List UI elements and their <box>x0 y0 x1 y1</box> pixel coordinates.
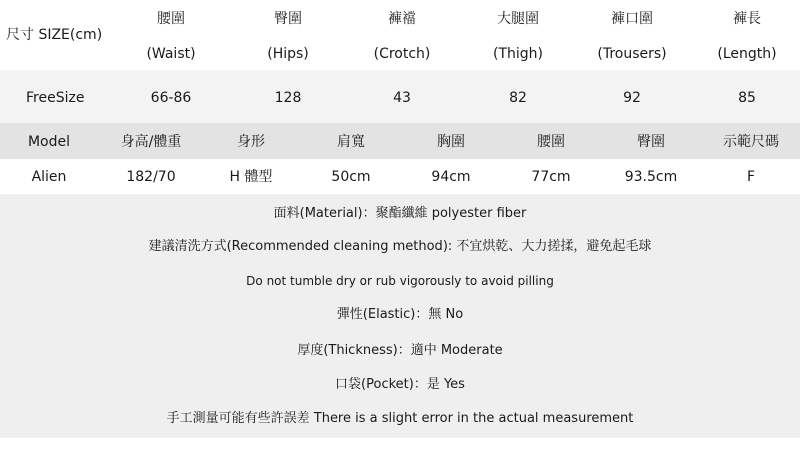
model-header-waist: 腰圍 <box>537 134 565 150</box>
model-header-height-weight: 身高/體重 <box>120 134 182 150</box>
model-value-shoulder: 50cm <box>331 169 371 185</box>
product-info-panel <box>0 194 800 438</box>
model-header-hips: 臀圍 <box>637 134 665 150</box>
bottom-whitespace <box>0 438 800 471</box>
size-value-crotch: 43 <box>393 90 411 106</box>
col-trousers-zh: 褲口圍 <box>611 11 653 27</box>
size-table-row <box>0 70 800 123</box>
model-value-chest: 94cm <box>431 169 471 185</box>
col-hips-en: (Hips) <box>267 46 309 62</box>
size-value-length: 85 <box>738 90 756 106</box>
model-value-name: Alien <box>31 169 67 185</box>
col-thigh-en: (Thigh) <box>493 46 543 62</box>
size-row-label: FreeSize <box>26 90 85 106</box>
cleaning-line: 建議清洗方式(Recommended cleaning method): 不宜烘乾、大力搓揉，避免起毛球 <box>148 239 652 254</box>
cleaning-en-line: Do not tumble dry or rub vigorously to avoid pilling <box>246 274 554 288</box>
model-header-chest: 胸圍 <box>437 134 465 150</box>
col-length-en: (Length) <box>717 46 777 62</box>
model-header-shoulder: 肩寬 <box>337 134 365 150</box>
col-waist-en: (Waist) <box>146 46 196 62</box>
model-table-header <box>0 123 800 159</box>
col-hips-zh: 臀圍 <box>274 11 302 27</box>
size-value-waist: 66-86 <box>150 90 192 106</box>
col-waist-zh: 腰圍 <box>157 11 185 27</box>
model-header-body-type: 身形 <box>237 134 265 150</box>
measurement-error-line: 手工測量可能有些許誤差 There is a slight error in the actual measurement <box>166 411 634 426</box>
size-value-hips: 128 <box>274 90 302 106</box>
model-value-waist: 77cm <box>531 169 571 185</box>
col-trousers-en: (Trousers) <box>597 46 667 62</box>
size-corner-label: 尺寸 SIZE(cm) <box>6 27 103 43</box>
size-value-thigh: 82 <box>509 90 527 106</box>
model-value-height-weight: 182/70 <box>126 169 176 185</box>
model-header-model: Model <box>27 134 71 150</box>
model-value-body-type: H 體型 <box>229 169 273 185</box>
model-header-size: 示範尺碼 <box>723 134 779 150</box>
pocket-line: 口袋(Pocket)：是 Yes <box>335 377 465 392</box>
material-line: 面料(Material)：聚酯纖維 polyester fiber <box>273 206 527 221</box>
col-crotch-en: (Crotch) <box>373 46 431 62</box>
col-thigh-zh: 大腿圍 <box>497 11 539 27</box>
model-value-hips: 93.5cm <box>624 169 678 185</box>
thickness-line: 厚度(Thickness)：適中 Moderate <box>297 343 503 358</box>
model-value-size: F <box>746 169 756 185</box>
size-value-trousers: 92 <box>623 90 641 106</box>
size-table-header <box>0 0 800 70</box>
col-length-zh: 褲長 <box>733 11 761 27</box>
elastic-line: 彈性(Elastic)：無 No <box>336 307 464 322</box>
model-table-row <box>0 159 800 194</box>
col-crotch-zh: 褲襠 <box>388 11 416 27</box>
